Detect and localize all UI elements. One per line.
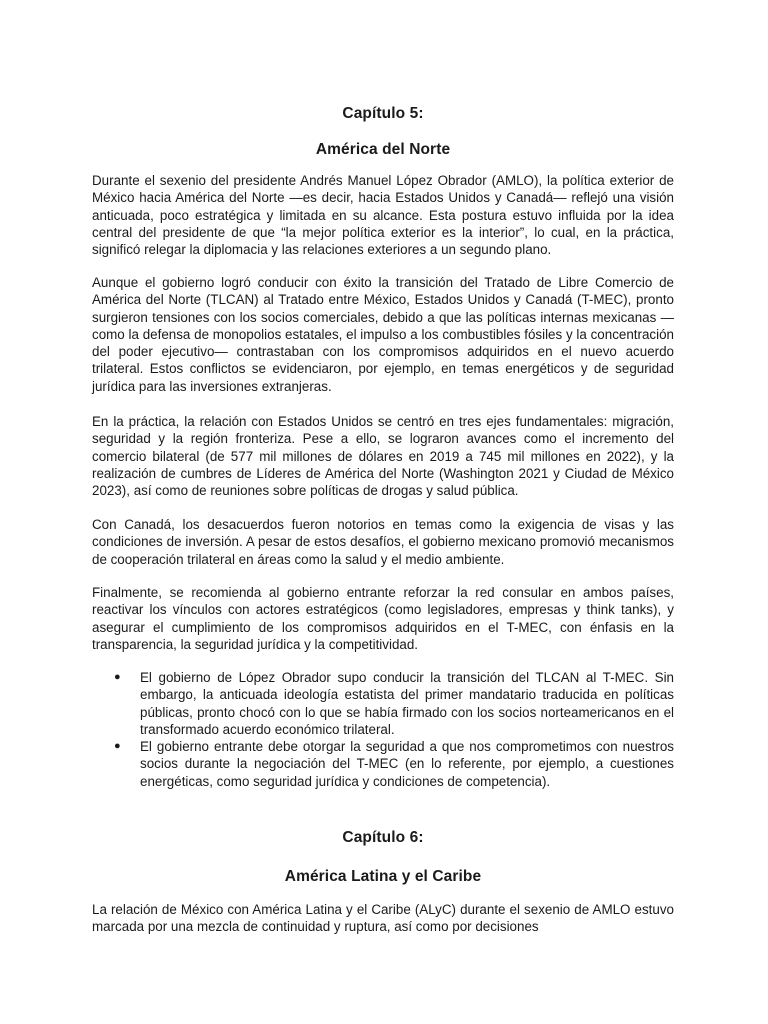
bullet-icon: ● (114, 671, 121, 683)
chapter-5-label: Capítulo 5: (342, 105, 424, 122)
chapter-5-paragraph-5: Finalmente, se recomienda al gobierno entrante reforzar la red consular en ambos países, reactivar los vínculos con actores estratégicos (como legisladores, empresas y think tanks), y asegurar el cumplimiento de los compromisos adquiridos en el T-MEC, con énfasis en la transparencia, la seguridad jurídica y la competitividad. (92, 585, 674, 652)
chapter-5-bullet-list (92, 669, 674, 790)
chapter-5-paragraph-4: Con Canadá, los desacuerdos fueron notorios en temas como la exigencia de visas y las condiciones de inversión. A pesar de estos desafíos, el gobierno mexicano promovió mecanismos de cooperación trilateral en áreas como la salud y el medio ambiente. (92, 517, 674, 567)
bullet-text: El gobierno de López Obrador supo conducir la transición del TLCAN al T-MEC. Sin embargo, la anticuada ideología estatista del primer mandatario traducida en políticas públicas, pronto chocó con lo que se había firmado con los socios norteamericanos en el transformado acuerdo económico trilateral. (140, 670, 674, 737)
bullet-icon: ● (114, 740, 121, 753)
chapter-5-title: América del Norte (315, 141, 451, 158)
chapter-5-paragraph-3: En la práctica, la relación con Estados Unidos se centró en tres ejes fundamentales: migración, seguridad y la región fronteriza. Pese a ello, se lograron avances como el incremento del comercio bilateral (de 577 mil millones de dólares en 2019 a 745 mil millones en 2022), y la realización de cumbres de Líderes de América del Norte (Washington 2021 y Ciudad de México 2023), así como de reuniones sobre políticas de drogas y salud pública. (92, 414, 674, 499)
list-item (92, 738, 674, 790)
list-item (92, 669, 674, 738)
chapter-6-label: Capítulo 6: (342, 829, 424, 846)
chapter-6-title: América Latina y el Caribe (284, 868, 482, 885)
bullet-text: El gobierno entrante debe otorgar la seguridad a que nos comprometimos con nuestros socios durante la negociación del T-MEC (en lo referente, por ejemplo, a cuestiones energéticas, como seguridad jurídica y condiciones de competencia). (140, 739, 674, 789)
chapter-6-paragraph-1: La relación de México con América Latina y el Caribe (ALyC) durante el sexenio de AMLO estuvo marcada por una mezcla de continuidad y ruptura, así como por decisiones (92, 902, 674, 935)
chapter-5-paragraph-1: Durante el sexenio del presidente Andrés Manuel López Obrador (AMLO), la política exterior de México hacia América del Norte —es decir, hacia Estados Unidos y Canadá— reflejó una visión anticuada, poco estratégica y limitada en su alcance. Esta postura estuvo influida por la idea central del presidente de que “la mejor política exterior es la interior”, lo cual, en la práctica, significó relegar la diplomacia y las relaciones exteriores a un segundo plano. (92, 173, 674, 258)
chapter-5-paragraph-2: Aunque el gobierno logró conducir con éxito la transición del Tratado de Libre Comercio de América del Norte (TLCAN) al Tratado entre México, Estados Unidos y Canadá (T-MEC), pronto surgieron tensiones con los socios comerciales, debido a que las políticas internas mexicanas —como la defensa de monopolios estatales, el impulso a los combustibles fósiles y la concentración del poder ejecutivo— contrastaban con los compromisos adquiridos en el nuevo acuerdo trilateral. Estos conflictos se evidenciaron, por ejemplo, en temas energéticos y de seguridad jurídica para las inversiones extranjeras. (92, 275, 674, 394)
